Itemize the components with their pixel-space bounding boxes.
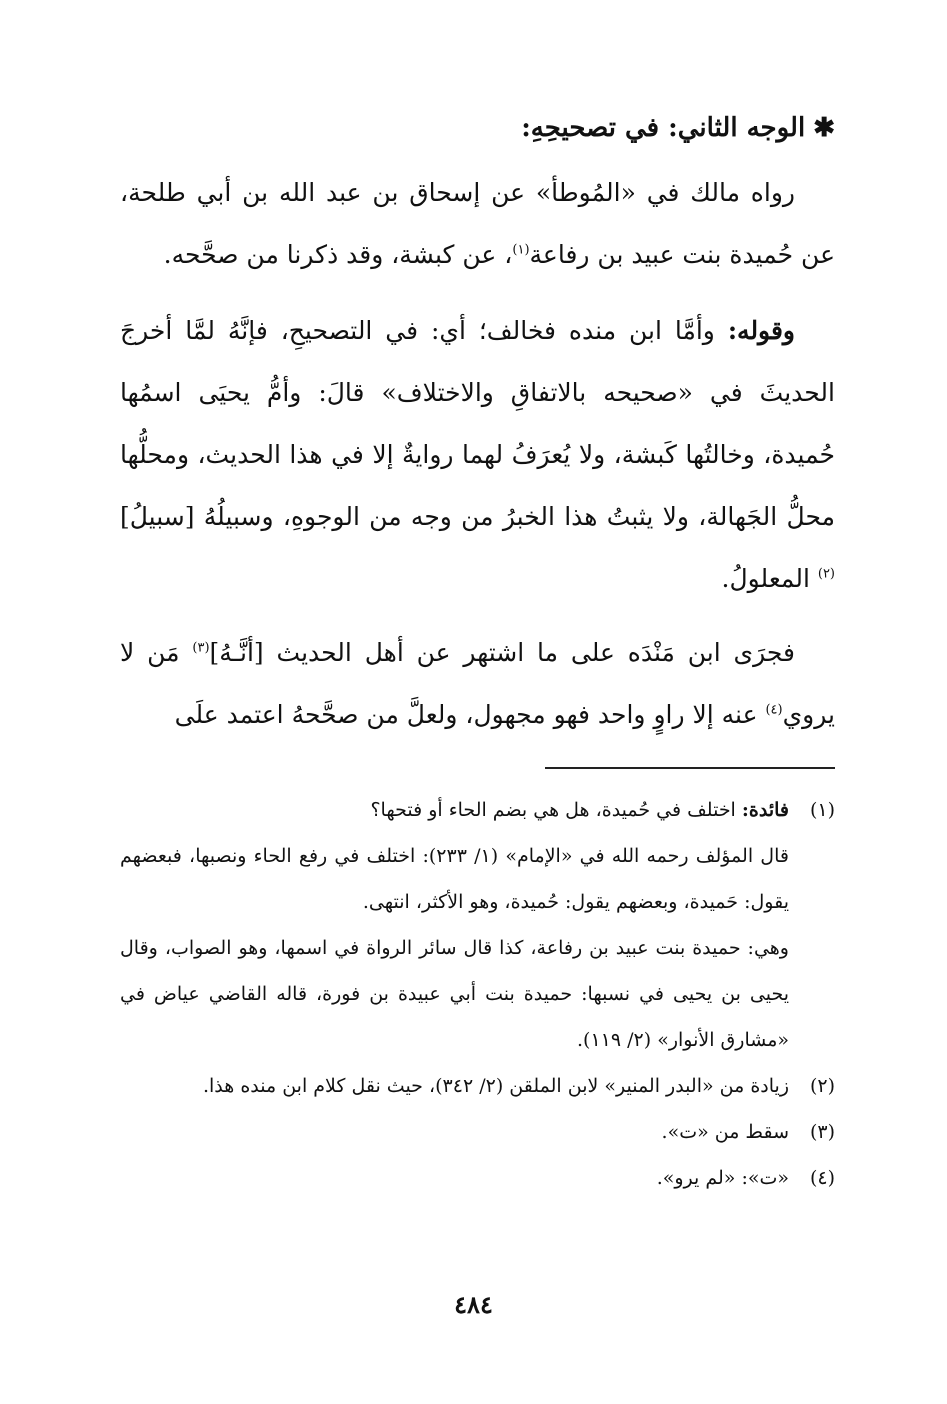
paragraph-3-text-end: عنه إلا راوٍ واحد فهو مجهول، ولعلَّ من صحَّحهُ اعتمد علَى xyxy=(174,700,766,729)
paragraph-2-text: وأمَّا ابن منده فخالف؛ أي: في التصحيحِ، فإنَّهُ لمَّا أخرجَ الحديثَ في «صحيحه بالاتفاقِ والاختلاف» قالَ: وأمُّ يحيَى اسمُها حُميدة، وخالتُها كَبشة، ولا يُعرَفُ لهما روايةٌ إلا في هذا الحديث، ومحلُّها محلُّ الجَهالة، ولا يثبتُ هذا الخبرُ من وجه من الوجوهِ، وسبيلُهُ [سبيلُ] xyxy=(120,316,835,531)
star-icon: ✱ xyxy=(813,113,835,143)
footnote-ref-4: (٤) xyxy=(765,702,783,718)
footnote-divider xyxy=(545,767,835,769)
footnote-2 xyxy=(120,1063,835,1109)
footnote-label: فائدة: xyxy=(741,799,789,821)
section-heading-text: الوجه الثاني: في تصحيحِهِ: xyxy=(521,113,806,143)
footnote-1-line-1 xyxy=(120,787,789,833)
footnote-1-text: اختلف في حُميدة، هل هي بضم الحاء أو فتحها؟ xyxy=(370,799,742,821)
footnote-4-text: «ت»: «لم يرو». xyxy=(656,1167,789,1189)
paragraph-2 xyxy=(120,300,835,610)
footnote-3 xyxy=(120,1109,835,1155)
footnote-number: (٣) xyxy=(809,1121,835,1143)
footnote-3-text: سقط من «ت». xyxy=(661,1121,789,1143)
footnotes xyxy=(120,787,835,1201)
footnote-2-text: زيادة من «البدر المنير» لابن الملقن (٢/ ٣٤٢)، حيث نقل كلام ابن منده هذا. xyxy=(202,1075,789,1097)
footnote-1 xyxy=(120,787,835,1063)
paragraph-3-text-mid: مَن لا يروي xyxy=(120,638,835,729)
main-text xyxy=(120,100,835,746)
footnote-ref-3: (٣) xyxy=(192,640,210,656)
footnote-number: (١) xyxy=(809,799,835,821)
footnote-number: (٤) xyxy=(809,1167,835,1189)
footnote-4 xyxy=(120,1155,835,1201)
footnote-ref-1: (١) xyxy=(512,242,530,258)
paragraph-3-text: فجرَى ابن مَنْدَه على ما اشتهر عن أهل الحديث [أنَّـهُ] xyxy=(209,638,795,667)
footnote-number: (٢) xyxy=(809,1075,835,1097)
footnote-ref-2: (٢) xyxy=(817,566,835,582)
paragraph-3 xyxy=(120,622,835,746)
section-heading xyxy=(120,100,835,156)
footnote-1-line-3: وهي: حميدة بنت عبيد بن رفاعة، كذا قال سائر الرواة في اسمها، وهو الصواب، وقال يحيى بن يحيى في نسبها: حميدة بنت أبي عبيدة بن فورة، قاله القاضي عياض في «مشارق الأنوار» (٢/ ١١٩). xyxy=(120,937,789,1051)
paragraph-1-text: رواه مالك في «المُوطأ» عن إسحاق بن عبد الله بن أبي طلحة، عن حُميدة بنت عبيد بن رفاعة xyxy=(120,178,835,269)
footnote-1-line-2: قال المؤلف رحمه الله في «الإمام» (١/ ٢٣٣): اختلف في رفع الحاء ونصبها، فبعضهم يقول: حَميدة، وبعضهم يقول: حُميدة، وهو الأكثر، انتهى. xyxy=(120,845,789,913)
paragraph-2-text-end: المعلولُ. xyxy=(721,564,818,593)
paragraph-2-lead: وقوله: xyxy=(727,316,795,345)
paragraph-1 xyxy=(120,162,835,286)
paragraph-1-text-end: ، عن كبشة، وقد ذكرنا من صحَّحه. xyxy=(163,240,513,269)
page-number: ٤٨٤ xyxy=(454,1290,493,1319)
